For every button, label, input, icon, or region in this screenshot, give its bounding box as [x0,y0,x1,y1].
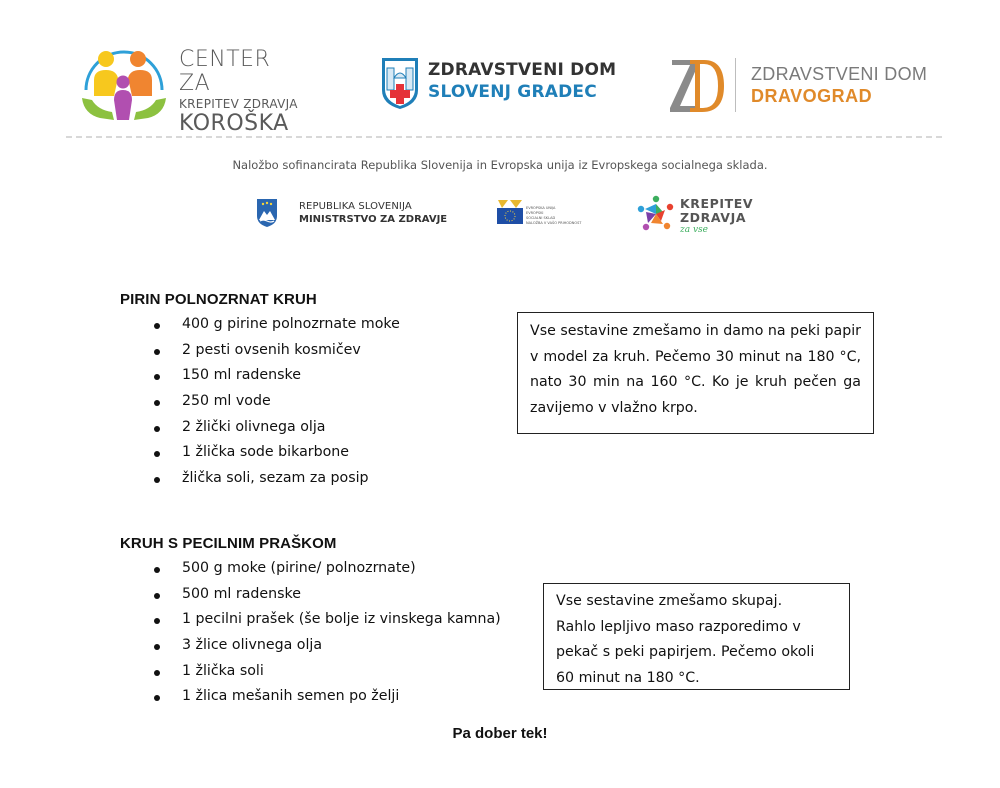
bullet-icon [154,323,160,329]
recipe-title: KRUH S PECILNIM PRAŠKOM [120,535,337,552]
kz-line2: ZDRAVJA [680,210,747,225]
logo-center-za-krepitev-zdravja [78,34,308,136]
instructions-line: Vse sestavine zmešamo skupaj. [556,593,783,609]
cofinance-note: Naložbo sofinancirata Republika Slovenija in Evropska unija iz Evropskega socialnega sklada. [232,158,768,172]
kz-wordmark [680,197,753,235]
ingredient-list [150,556,501,710]
ingredient-text: 3 žlice olivnega olja [182,637,323,654]
logo-zd-slovenj-gradec [380,56,630,112]
zdd-wordmark [751,64,927,107]
bullet-icon [154,400,160,406]
bullet-icon [154,349,160,355]
ingredient-text: 1 žlička soli [182,662,264,679]
zdsg-wordmark [428,60,616,103]
instructions-line: pekač s peki papirjem. Pečemo okoli [556,644,815,660]
logo-evropska-unija [496,199,582,229]
kz-line3: za vse [680,225,708,235]
list-item [150,607,501,633]
list-item [150,389,400,415]
eu-wordmark [526,206,581,226]
bullet-icon [154,451,160,457]
logo-zd-dravograd [668,54,958,118]
instructions-line: Rahlo lepljivo maso razporedimo v [556,618,801,635]
mz-line1: REPUBLIKA SLOVENIJA [299,201,412,212]
eu-line3: SOCIALNI SKLAD [526,216,556,220]
list-item [150,684,501,710]
list-item [150,312,400,338]
bullet-icon [154,593,160,599]
zdsg-line2: SLOVENJ GRADEC [428,82,597,102]
bullet-icon [154,374,160,380]
ingredient-text: 2 žlički olivnega olja [182,418,326,435]
bullet-icon [154,644,160,650]
ingredient-text: 400 g pirine polnozrnate moke [182,316,400,332]
recipe-title: PIRIN POLNOZRNAT KRUH [120,291,317,308]
ingredient-text: 150 ml radenske [182,367,301,384]
list-item [150,466,400,492]
ingredient-text: 2 pesti ovsenih kosmičev [182,341,361,358]
kz-line1: KREPITEV [680,196,754,211]
ingredient-list [150,312,400,492]
ingredient-text: 500 ml radenske [182,585,301,602]
mz-wordmark [299,200,447,226]
list-item [150,363,400,389]
eu-line1: EVROPSKA UNIJA [526,206,556,210]
ckz-line3: KOROŠKA [179,111,289,136]
list-item [150,338,400,364]
logo-ministrstvo-za-zdravje [256,197,456,231]
list-item [150,440,400,466]
zdd-line2: DRAVOGRAD [751,86,873,106]
coat-of-arms-red-cross-icon [380,56,420,110]
instructions-box: Vse sestavine zmešamo in damo na peki papir v model za kruh. Pečemo 30 minut na 180 °C, nato 30 min na 160 °C. Ko je kruh pečen ga zavijemo v vlažno krpo. [517,312,874,434]
logo-divider [735,58,736,112]
list-item [150,415,400,441]
bullet-icon [154,670,160,676]
bullet-icon [154,477,160,483]
slovenia-coat-of-arms-icon [256,198,278,228]
ingredient-text: 1 žlica mešanih semen po želji [182,688,400,705]
ckz-wordmark [179,48,308,136]
bullet-icon [154,426,160,432]
bullet-icon [154,567,160,573]
colorful-people-star-icon [636,194,676,234]
ckz-line1: CENTER ZA [179,47,271,96]
eu-line2: EVROPSKI [526,211,544,215]
list-item [150,582,501,608]
family-hands-icon [78,34,170,126]
list-item [150,659,501,685]
zdd-line1: ZDRAVSTVENI DOM [751,64,928,84]
ingredient-text: 1 pecilni prašek (še bolje iz vinskega kamna) [182,611,501,628]
instructions-box [543,583,850,690]
bullet-icon [154,618,160,624]
ingredient-text: 500 g moke (pirine/ polnozrnate) [182,560,416,576]
ingredient-text: 1 žlička sode bikarbone [182,444,350,461]
ingredient-text: 250 ml vode [182,393,271,410]
mz-line2: MINISTRSTVO ZA ZDRAVJE [299,214,448,225]
instructions-line: 60 minut na 180 °C. [556,669,700,686]
header-divider [66,136,942,138]
ingredient-text: žlička soli, sezam za posip [182,470,369,487]
logo-krepitev-zdravja [636,192,766,238]
eu-line4: NALOŽBA V VAŠO PRIHODNOST [526,221,582,225]
zd-monogram-icon [668,56,726,114]
ckz-line2: KREPITEV ZDRAVJA [179,97,298,111]
bullet-icon [154,695,160,701]
list-item [150,633,501,659]
eu-flag-icon [496,199,524,227]
closing-text: Pa dober tek! [452,725,548,742]
list-item [150,556,501,582]
zdsg-line1: ZDRAVSTVENI DOM [428,60,617,80]
